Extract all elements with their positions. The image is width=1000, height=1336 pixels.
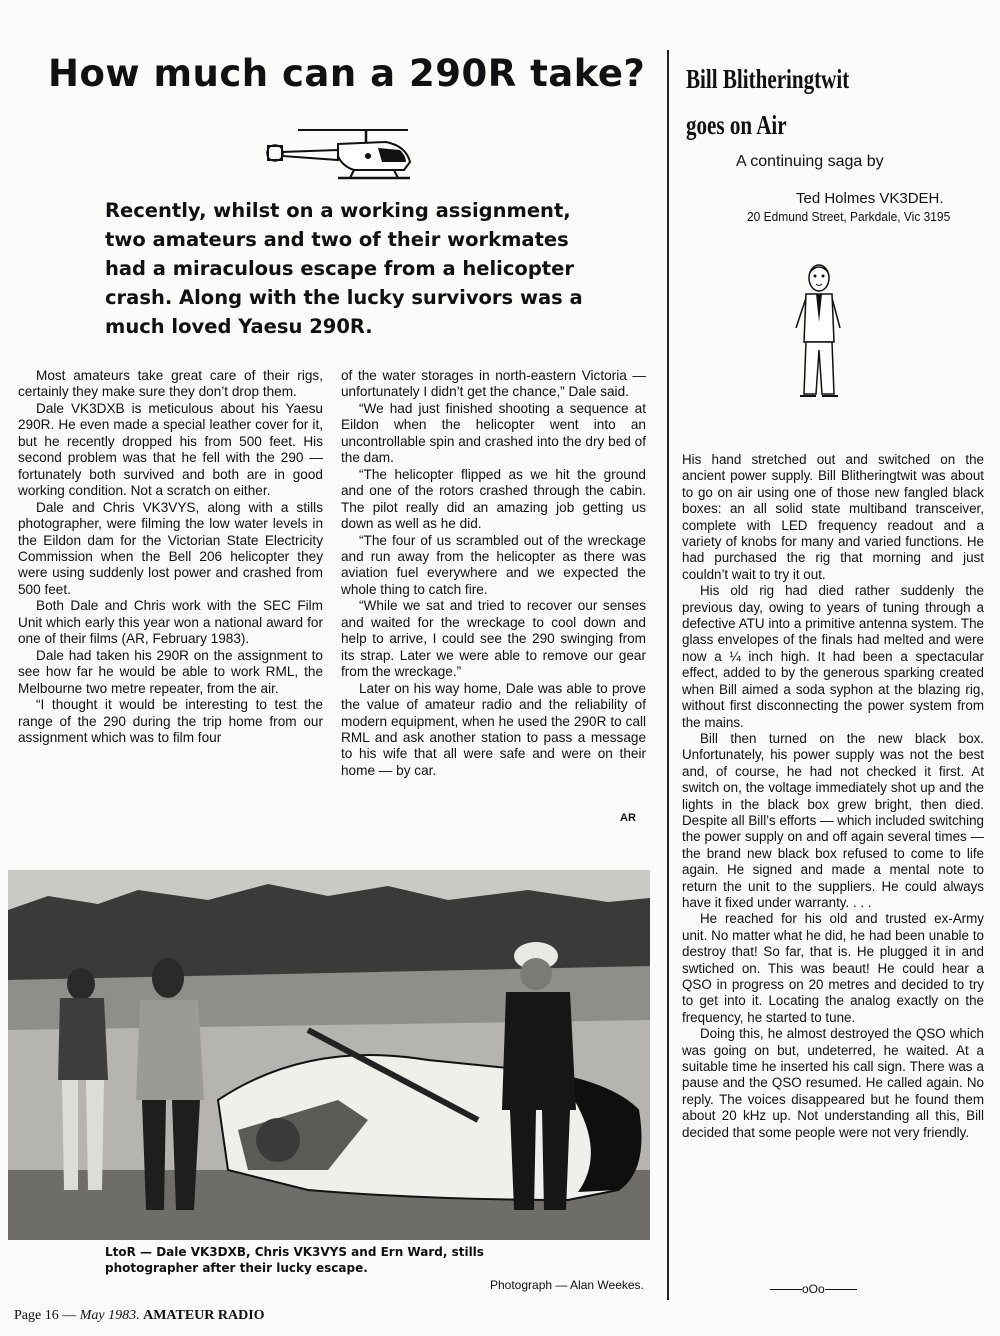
end-mark-text: oOo — [802, 1282, 825, 1296]
column-body — [682, 452, 984, 1141]
crash-site-photograph — [8, 870, 650, 1240]
article-paragraph: Dale and Chris VK3VYS, along with a stills photographer, were filming the low water levels in the Eildon dam for the Victorian State Electricity Commission when the Bell 206 helicopter they were using suddenly lost power and crashed from 500 feet. — [18, 499, 323, 597]
column-paragraph: His old rig had died rather suddenly the previous day, owing to years of tuning through a defective ATU into a primitive antenna system. The glass envelopes of the finals had melted and were now a ¼ inch high. It had been a spectacular effect, added to by the generous sparking created when Bill aimed a soda syphon at the blazing rig, without first disconnecting the power system from the mains. — [682, 583, 984, 730]
article-column-2 — [341, 368, 646, 779]
article-paragraph: Dale VK3DXB is meticulous about his Yaesu 290R. He even made a special leather cover for it, but he recently dropped his from 500 feet. His second problem was that he fell with the 290 — fortunately both survived and both are in good working condition. Not a scratch on either. — [18, 400, 323, 499]
issue-date: May 1983. — [79, 1308, 140, 1323]
article-paragraph: Later on his way home, Dale was able to prove the value of amateur radio and the reliability of modern equipment, when he used the 290R to call RML and ask another station to pass a message to his wife that all were safe and were on their home — by car. — [341, 680, 646, 778]
article-sign-off: AR — [620, 812, 636, 824]
article-paragraph: “We had just finished shooting a sequence at Eildon when the helicopter went into an uncontrollable spin and crashed into the dry bed of the dam. — [341, 400, 646, 466]
article-column-1 — [18, 368, 323, 746]
bill-cartoon-figure — [788, 262, 848, 402]
page-number: Page 16 — — [14, 1308, 77, 1323]
column-divider — [667, 50, 669, 1300]
article-paragraph: Most amateurs take great care of their rigs, certainly they make sure they don’t drop them. — [18, 368, 323, 400]
column-title-line-2: goes on Air — [686, 110, 787, 140]
column-end-mark — [770, 1282, 857, 1296]
article-paragraph: “While we sat and tried to recover our senses and waited for the wreckage to cool down and help to arrive, I could see the 290 swinging from its strap. Later we were able to remove our gear from the wreckage.” — [341, 598, 646, 680]
article-paragraph: Dale had taken his 290R on the assignment to see how far he would be able to work RML, the Melbourne two metre repeater, from the air. — [18, 647, 323, 696]
author-address: 20 Edmund Street, Parkdale, Vic 3195 — [747, 209, 951, 224]
article-paragraph: “The four of us scrambled out of the wreckage and run away from the helicopter as there was aviation fuel everywhere and we expected the whole thing to catch fire. — [341, 532, 646, 597]
article-headline: How much can a 290R take? — [48, 52, 646, 95]
column-subtitle: A continuing saga by — [736, 153, 884, 170]
article-intro: Recently, whilst on a working assignment, two amateurs and two of their workmates had a miraculous escape from a helicopter crash. Along with the lucky survivors was a much loved Yaesu 290R. — [105, 199, 583, 338]
column-paragraph: Doing this, he almost destroyed the QSO which was going on but, undeterred, he waited. At a suitable time he inserted his call sign. There was a pause and the QSO resumed. He called again. No reply. The voices disappeared but he found them about 20 kHz up. Not understanding all this, Bill decided that some people were not very friendly. — [682, 1026, 984, 1140]
photo-caption: LtoR — Dale VK3DXB, Chris VK3VYS and Ern Ward, stills photographer after their lucky escape. — [105, 1245, 484, 1275]
article-paragraph: Both Dale and Chris work with the SEC Film Unit which early this year won a national award for one of their films (AR, February 1983). — [18, 598, 323, 647]
column-title-line-1: Bill Blitheringtwit — [686, 64, 850, 94]
helicopter-illustration — [258, 122, 418, 184]
article-paragraph: “The helicopter flipped as we hit the ground and one of the rotors crashed through the cabin. The pilot really did an amazing job getting us down as well as he did. — [341, 466, 646, 532]
column-paragraph: He reached for his old and trusted ex-Army unit. No matter what he did, he had been unable to destroy that! So far, that is. He plugged it in and swtiched on. This was beaut! He could hear a QSO in progress on 20 metres and decided to try to get into it. Locating the analog exactly on the frequency, he started to tune. — [682, 911, 984, 1025]
column-paragraph: Bill then turned on the new black box. Unfortunately, his power supply was not the best and, of course, he had not checked it first. At switch on, the voltage immediately shot up and the lights in the black box grew bright, then died. Despite all Bill’s efforts — which included switching the power supply on and off again several times — the brand new black box refused to come to life again. He signed and made a mental note to return the unit to the suppliers. He could always have it fixed under warranty. . . . — [682, 730, 984, 910]
article-paragraph-continued: of the water storages in north-eastern Victoria — unfortunately I didn’t get the chance,” Dale said. — [341, 368, 646, 400]
publication-name: AMATEUR RADIO — [143, 1308, 265, 1323]
photo-credit: Photograph — Alan Weekes. — [490, 1278, 644, 1292]
author-name: Ted Holmes VK3DEH. — [796, 190, 944, 207]
article-paragraph: “I thought it would be interesting to test the range of the 290 during the trip home from our assignment which was to film four — [18, 697, 323, 745]
column-paragraph: His hand stretched out and switched on the ancient power supply. Bill Blitheringtwit was about to go on air using one of those new fangled black boxes: an all solid state multiband transceiver, complete with LED frequency readout and a variety of knobs for many and varied functions. He had purchased the rig that morning and just couldn’t wait to try it out. — [682, 452, 984, 582]
page-footer — [14, 1308, 265, 1324]
column-title — [686, 56, 889, 148]
